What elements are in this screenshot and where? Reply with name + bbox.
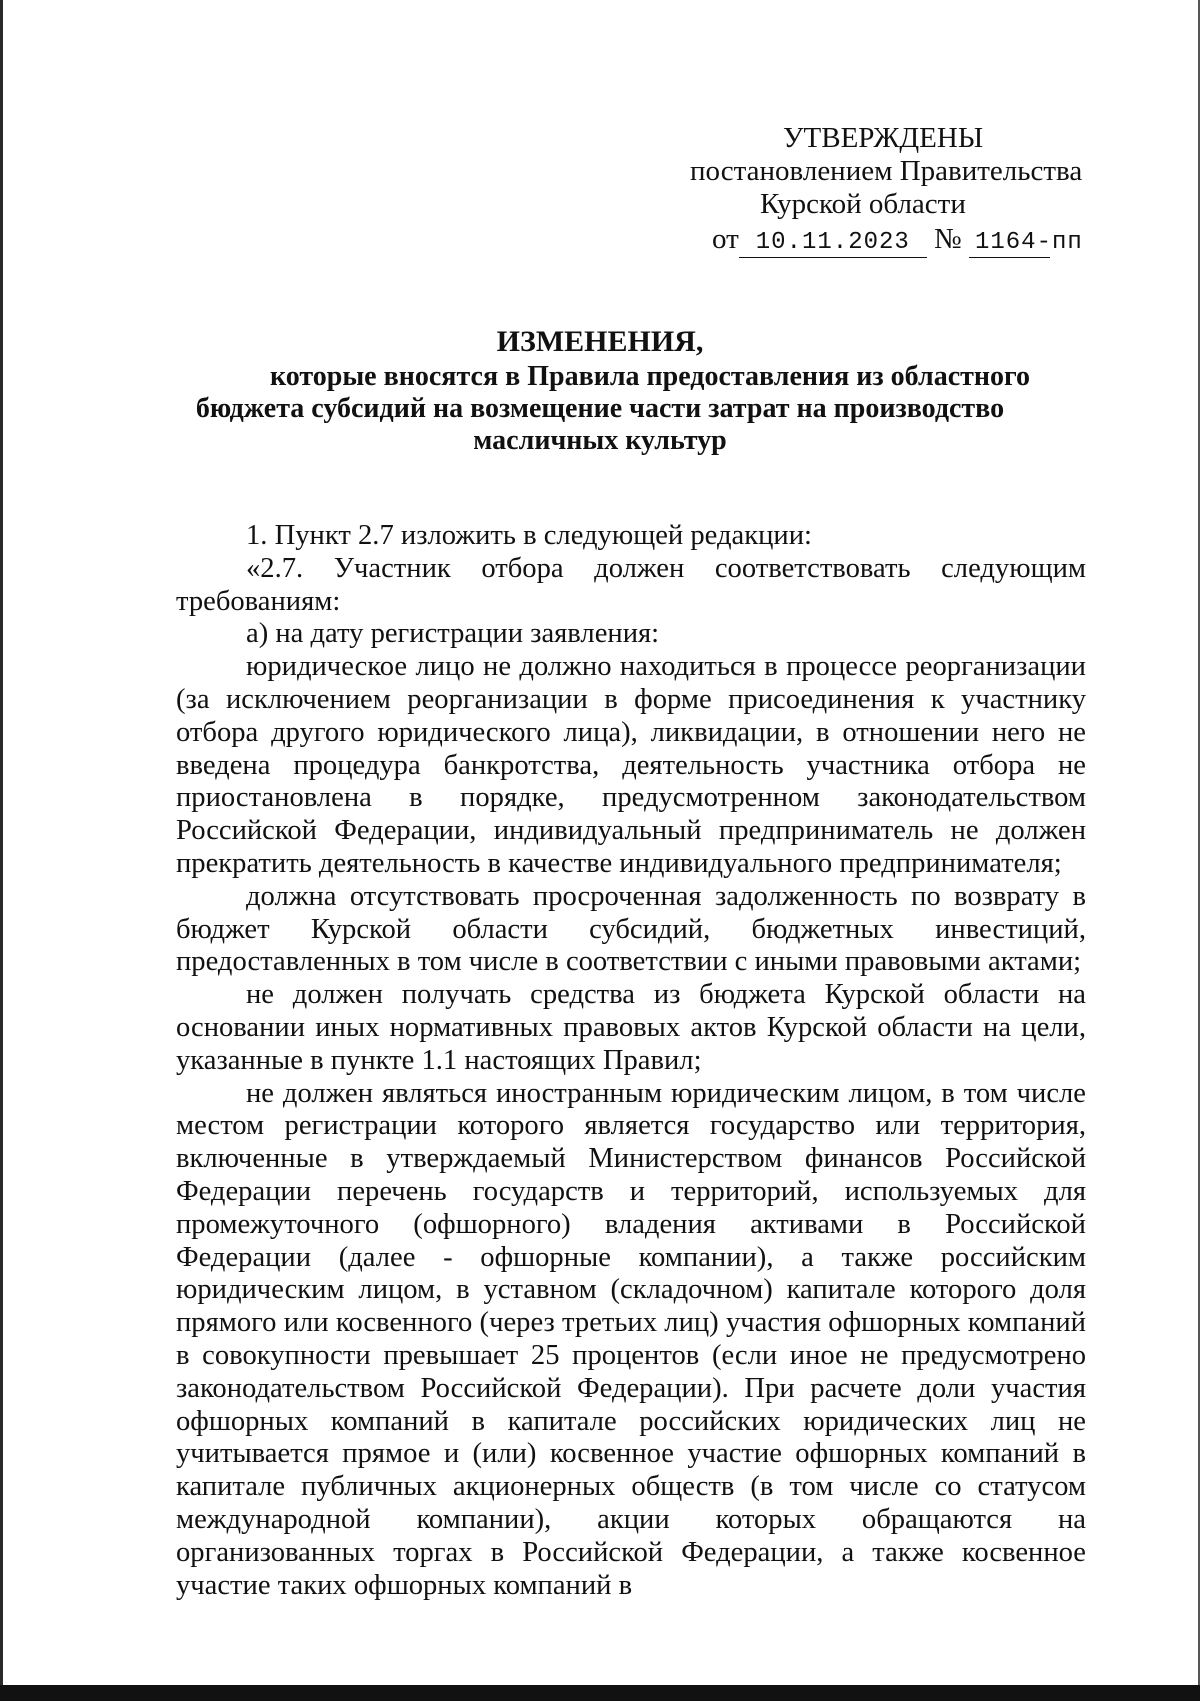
paragraph: а) на дату регистрации заявления: bbox=[246, 618, 660, 650]
paragraph: не должен являться иностранным юридическим лицом, в том числе местом регистрации которого является государство или территория, включенные в утверждаемый Министерством финансов Российской Федерации перечень государств и территорий, используемых для промежуточного (офшорного) владения активами в Российской Федерации (далее - офшорные компании), а также российским юридическим лицом, в уставном (складочном) капитале которого доля прямого или косвенного (через третьих лиц) участия офшорных компаний в совокупности превышает 25 процентов (если иное не предусмотрено законодательством Российской Федерации). При расчете доли участия офшорных компаний в капитале российских юридических лиц не учитывается прямое и (или) косвенное участие офшорных компаний в капитале публичных акционерных обществ (в том числе со статусом международной компании), акции которых обращаются на организованных торгах в Российской Федерации, а также косвенное участие таких офшорных компаний в bbox=[176, 1077, 1086, 1601]
paragraph: не должен получать средства из бюджета Курской области на основании иных нормативных правовых актов Курской области на цели, указанные в пункте 1.1 настоящих Правил; bbox=[176, 979, 1086, 1076]
heading-title: ИЗМЕНЕНИЯ, bbox=[496, 325, 704, 358]
paragraph: должна отсутствовать просроченная задолженность по возврату в бюджет Курской области субсидий, бюджетных инвестиций, предоставленных в том числе в соответствии с иными правовыми актами; bbox=[176, 880, 1086, 978]
approval-date: 10.11.2023 bbox=[739, 229, 927, 258]
approval-date-number bbox=[690, 223, 1090, 258]
scan-bottom-edge bbox=[0, 1685, 1200, 1701]
approval-from-prefix: от bbox=[712, 223, 739, 255]
document-heading bbox=[160, 326, 1040, 457]
heading-line-3: масличных культур bbox=[473, 425, 727, 456]
approval-number: 1164-пп bbox=[969, 229, 1050, 258]
approval-block bbox=[690, 122, 1090, 258]
approval-issuer: постановлением Правительства bbox=[690, 155, 1083, 187]
paragraph: юридическое лицо не должно находиться в процессе реорганизации (за исключением реорганизации в форме присоединения к участнику отбора другого юридического лица), ликвидации, в отношении него не введена процедура банкротства, деятельность участника отбора не приостановлена в порядке, предусмотренном законодательством Российской Федерации, индивидуальный предприниматель не должен прекратить деятельность в качестве индивидуального предпринимателя; bbox=[176, 651, 1086, 879]
paragraph: 1. Пункт 2.7 изложить в следующей редакции: bbox=[246, 520, 812, 551]
document-body bbox=[176, 520, 1086, 1602]
scan-left-edge bbox=[0, 0, 3, 1701]
approval-number-sign: № bbox=[934, 223, 962, 255]
approval-region: Курской области bbox=[760, 188, 966, 220]
heading-line-1: которые вносятся в Правила предоставления из областного bbox=[269, 361, 1031, 392]
approval-title: УТВЕРЖДЕНЫ bbox=[783, 122, 984, 154]
paragraph: «2.7. Участник отбора должен соответствовать следующим требованиям: bbox=[176, 552, 1086, 617]
heading-line-2: бюджета субсидий на возмещение части затрат на производство bbox=[195, 393, 1005, 424]
